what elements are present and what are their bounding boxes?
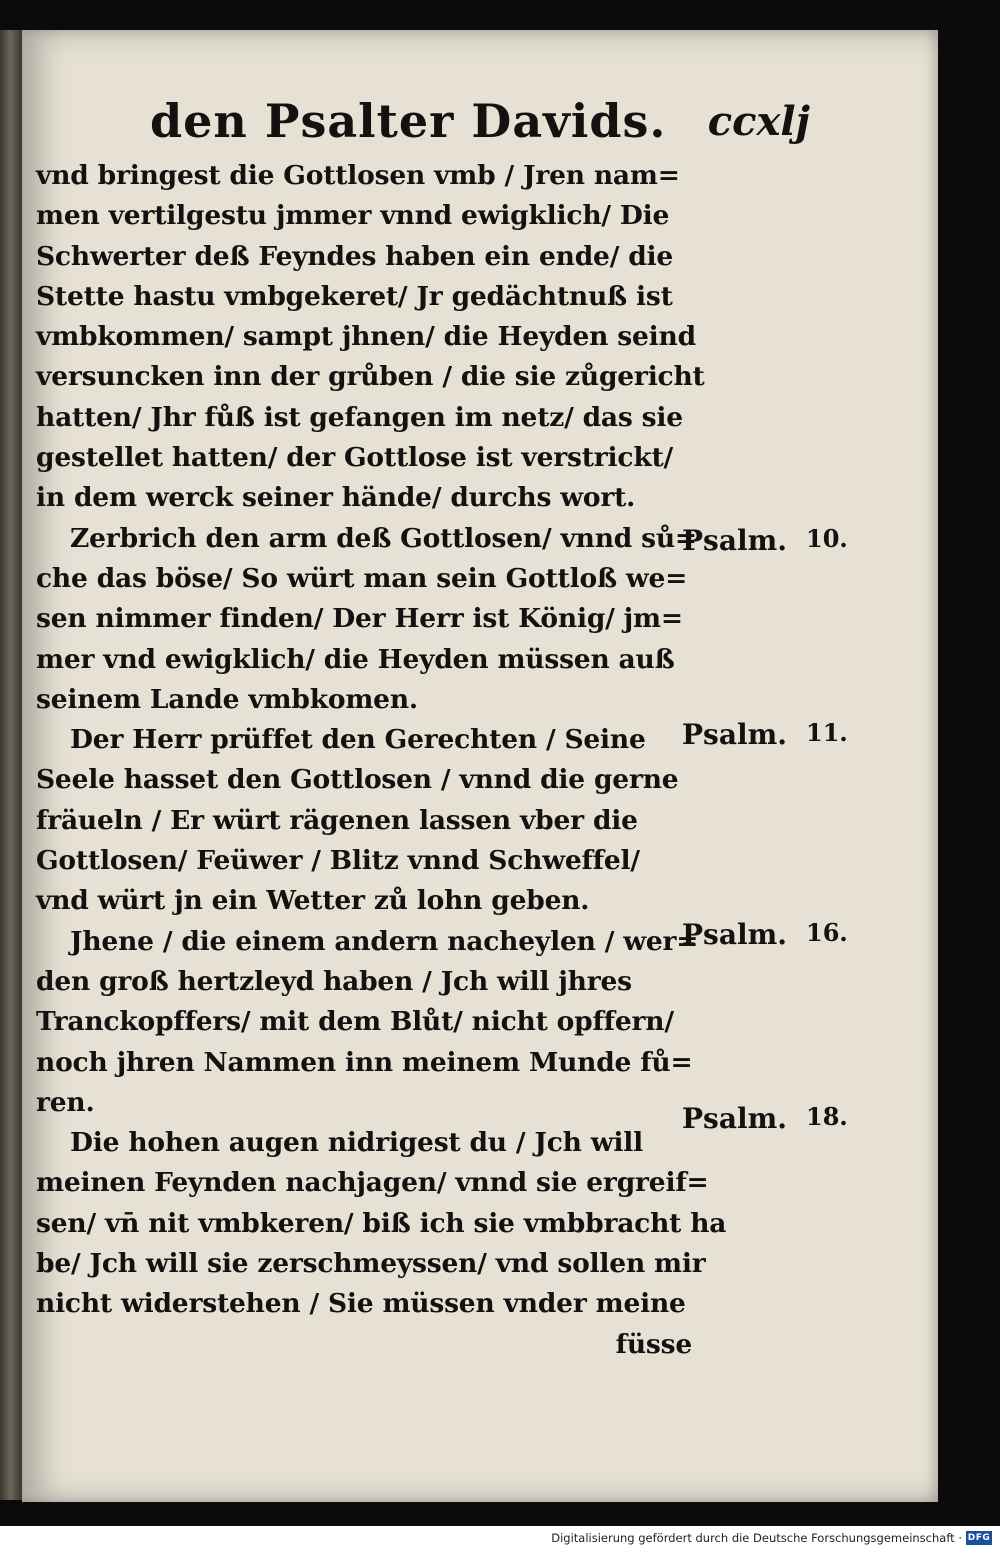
text-line-9: in dem werck seiner hände/ durchs wort. xyxy=(36,482,636,514)
text-line-15: Der Herr prüffet den Gerechten / Seine xyxy=(70,724,646,756)
text-line-29: nicht widerstehen / Sie müssen vnder meine xyxy=(36,1288,686,1320)
margin-ref-psalm-18 xyxy=(682,1102,882,1142)
text-line-28: be/ Jch will sie zerschmeyssen/ vnd sollen mir xyxy=(36,1248,706,1280)
text-line-14: seinem Lande vmbkomen. xyxy=(36,683,418,715)
margin-ref-label: Psalm. xyxy=(682,1102,787,1135)
catchword: füsse xyxy=(615,1328,692,1360)
page-title: den Psalter Davids. xyxy=(150,94,667,148)
text-line-2: men vertilgestu jmmer vnnd ewigklich/ Die xyxy=(36,200,670,232)
text-line-12: sen nimmer finden/ Der Herr ist König/ jm= xyxy=(36,603,683,635)
running-head xyxy=(150,94,810,164)
text-line-23: noch jhren Nammen inn meinem Munde fů= xyxy=(36,1046,693,1078)
text-line-13: mer vnd ewigklich/ die Heyden müssen auß xyxy=(36,643,675,675)
text-line-8: gestellet hatten/ der Gottlose ist verstrickt/ xyxy=(36,442,674,474)
text-line-10: Zerbrich den arm deß Gottlosen/ vnnd sů= xyxy=(70,522,697,554)
digitization-credit: Digitalisierung gefördert durch die Deutsche Forschungsgemeinschaft · xyxy=(551,1531,962,1545)
text-line-25: Die hohen augen nidrigest du / Jch will xyxy=(70,1127,643,1159)
body-text xyxy=(36,156,727,1365)
margin-ref-number: 18. xyxy=(806,1102,848,1131)
margin-ref-label: Psalm. xyxy=(682,718,787,751)
text-line-21: den groß hertzleyd haben / Jch will jhres xyxy=(36,965,632,997)
book-page xyxy=(22,30,938,1502)
margin-ref-number: 16. xyxy=(806,918,848,947)
text-line-24: ren. xyxy=(36,1086,95,1118)
text-line-5: vmbkommen/ sampt jhnen/ die Heyden seind xyxy=(36,321,696,353)
margin-ref-label: Psalm. xyxy=(682,918,787,951)
margin-ref-psalm-16 xyxy=(682,918,882,958)
text-line-7: hatten/ Jhr fůß ist gefangen im netz/ das sie xyxy=(36,401,683,433)
margin-ref-number: 10. xyxy=(806,524,848,553)
text-line-26: meinen Feynden nachjagen/ vnnd sie ergreif= xyxy=(36,1167,709,1199)
text-line-1: vnd bringest die Gottlosen vmb / Jren nam= xyxy=(36,160,680,191)
text-line-27: sen/ vn̄ nit vmbkeren/ biß ich sie vmbbracht ha xyxy=(36,1207,727,1239)
margin-ref-psalm-10 xyxy=(682,524,882,564)
text-line-17: fräueln / Er würt rägenen lassen vber die xyxy=(36,804,638,836)
folio-number: ccxlj xyxy=(707,98,810,145)
margin-ref-psalm-11 xyxy=(682,718,882,758)
dfg-logo: DFG xyxy=(967,1533,991,1543)
text-line-18: Gottlosen/ Feüwer / Blitz vnnd Schweffel/ xyxy=(36,845,640,877)
text-line-3: Schwerter deß Feyndes haben ein ende/ die xyxy=(36,240,674,272)
text-line-22: Tranckopffers/ mit dem Blůt/ nicht opffern/ xyxy=(36,1006,674,1038)
text-line-11: che das böse/ So würt man sein Gottloß we= xyxy=(36,562,688,594)
text-line-19: vnd würt jn ein Wetter zů lohn geben. xyxy=(36,885,590,917)
text-line-6: versuncken inn der grůben / die sie zůgericht xyxy=(36,361,705,393)
text-line-20: Jhene / die einem andern nacheylen / wer= xyxy=(70,925,699,957)
margin-ref-label: Psalm. xyxy=(682,524,787,557)
text-line-16: Seele hasset den Gottlosen / vnnd die gerne xyxy=(36,764,679,796)
margin-ref-number: 11. xyxy=(806,718,848,747)
text-line-4: Stette hastu vmbgekeret/ Jr gedächtnuß ist xyxy=(36,280,673,312)
